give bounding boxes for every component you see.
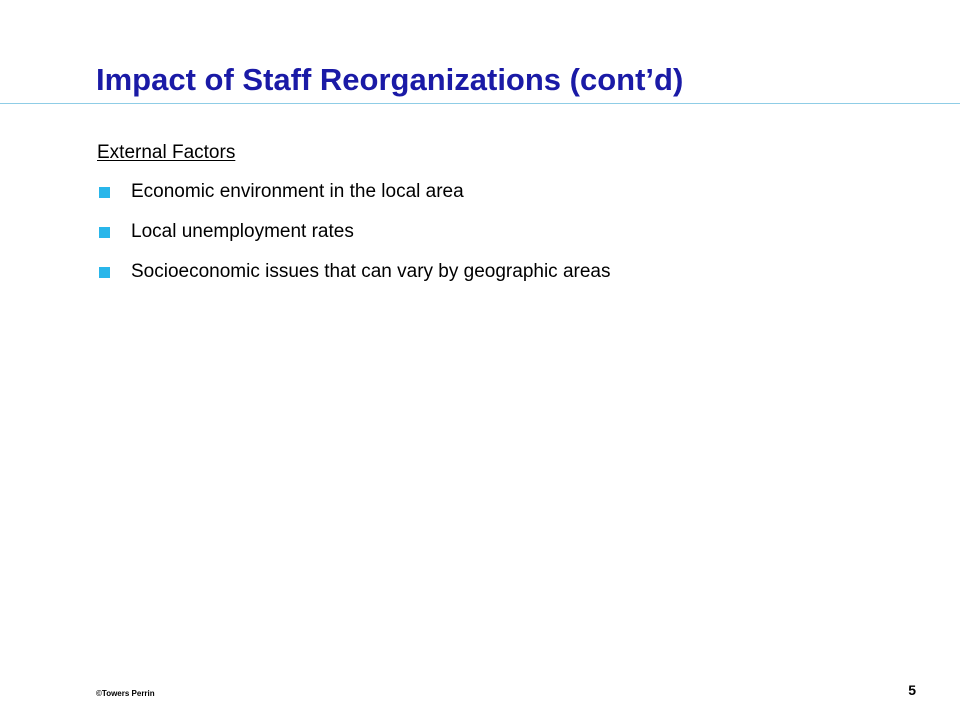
bullet-item: [97, 220, 610, 260]
bullet-text: Socioeconomic issues that can vary by geographic areas: [131, 261, 611, 282]
bullet-item: [97, 260, 610, 300]
copyright-footer: ©Towers Perrin: [96, 689, 155, 698]
square-bullet-icon: [99, 227, 110, 238]
square-bullet-icon: [99, 267, 110, 278]
title-divider: [0, 103, 960, 104]
square-bullet-icon: [99, 187, 110, 198]
slide-title: Impact of Staff Reorganizations (cont’d): [96, 62, 684, 97]
bullet-item: [97, 180, 610, 220]
bullet-list: [97, 180, 610, 300]
bullet-text: Economic environment in the local area: [131, 181, 464, 202]
bullet-text: Local unemployment rates: [131, 221, 354, 242]
page-number: 5: [908, 682, 916, 698]
section-heading: External Factors: [97, 142, 236, 163]
